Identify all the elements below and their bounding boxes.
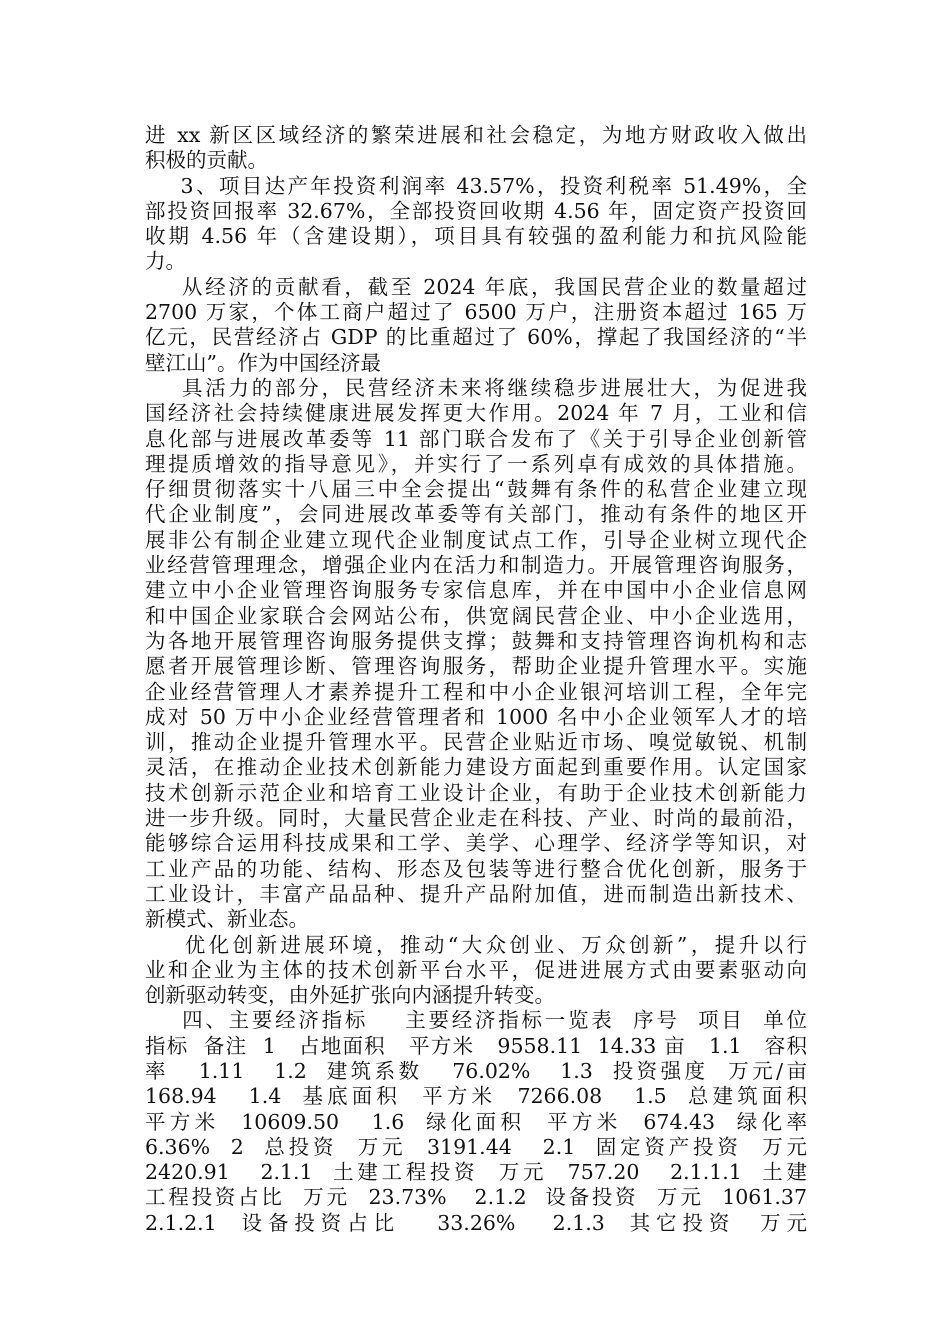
- text-line: 新模式、新业态。: [145, 907, 309, 932]
- text-line: 平方米 10609.50 1.6 绿化面积 平方米 674.43 绿化率: [145, 1109, 807, 1134]
- text-line: 国经济社会持续健康进展发挥更大作用。2024 年 7 月，工业和信: [145, 401, 807, 426]
- text-line: 工业产品的功能、结构、形态及包装等进行整合优化创新，服务于: [145, 856, 807, 881]
- text-line: 2.1.2.1 设备投资占比 33.26% 2.1.3 其它投资 万元: [145, 1210, 807, 1235]
- text-line: 愿者开展管理诊断、管理咨询服务，帮助企业提升管理水平。实施: [145, 654, 807, 679]
- text-line: 进一步升级。同时，大量民营企业走在科技、产业、时尚的最前沿，: [145, 806, 807, 831]
- text-line: 积极的贡献。: [145, 148, 268, 173]
- text-line: 6.36% 2 总投资 万元 3191.44 2.1 固定资产投资 万元: [145, 1134, 807, 1159]
- text-line: 技术创新示范企业和培育工业设计企业，有助于企业技术创新能力: [145, 780, 807, 805]
- text-line: 亿元，民营经济占 GDP 的比重超过了 60%，撑起了我国经济的“半: [145, 325, 807, 350]
- text-line: 从经济的贡献看，截至 2024 年底，我国民营企业的数量超过: [145, 274, 807, 299]
- text-line: 息化部与进展改革委等 11 部门联合发布了《关于引导企业创新管: [145, 426, 807, 451]
- text-line: 创新驱动转变，由外延扩张向内涵提升转变。: [145, 983, 555, 1008]
- text-line: 2700 万家，个体工商户超过了 6500 万户，注册资本超过 165 万: [145, 300, 807, 325]
- text-line: 工业设计，丰富产品品种、提升产品附加值，进而制造出新技术、: [145, 881, 807, 906]
- text-line: 收期 4.56 年（含建设期），项目具有较强的盈利能力和抗风险能: [145, 224, 807, 249]
- text-line: 灵活，在推动企业技术创新能力建设方面起到重要作用。认定国家: [145, 755, 807, 780]
- text-line: 壁江山”。作为中国经济最: [145, 350, 381, 375]
- text-line: 为各地开展管理咨询服务提供支撑；鼓舞和支持管理咨询机构和志: [145, 628, 807, 653]
- text-line: 企业经营管理人才素养提升工程和中小企业银河培训工程，全年完: [145, 679, 807, 704]
- text-line: 训，推动企业提升管理水平。民营企业贴近市场、嗅觉敏锐、机制: [145, 730, 807, 755]
- text-line: 进 xx 新区区域经济的繁荣进展和社会稳定，为地方财政收入做出: [145, 123, 807, 147]
- text-line: 理提质增效的指导意见》，并实行了一系列卓有成效的具体措施。: [145, 451, 807, 476]
- text-line: 业和企业为主体的技术创新平台水平，促进进展方式由要素驱动向: [145, 957, 807, 982]
- text-line: 力。: [145, 249, 186, 274]
- text-line: 仔细贯彻落实十八届三中全会提出“鼓舞有条件的私营企业建立现: [145, 477, 807, 502]
- text-line: 优化创新进展环境，推动“大众创业、万众创新”，提升以行: [145, 932, 807, 957]
- text-line: 展非公有制企业建立现代企业制度试点工作，引导企业树立现代企: [145, 527, 807, 552]
- text-line: 代企业制度”，会同进展改革委等有关部门，推动有条件的地区开: [145, 502, 807, 527]
- text-line: 工程投资占比 万元 23.73% 2.1.2 设备投资 万元 1061.37: [145, 1185, 807, 1210]
- text-line: 3、项目达产年投资利润率 43.57%，投资利税率 51.49%，全: [145, 173, 807, 198]
- text-line: 部投资回报率 32.67%，全部投资回收期 4.56 年，固定资产投资回: [145, 198, 807, 223]
- text-line: 具活力的部分，民营经济未来将继续稳步进展壮大，为促进我: [145, 375, 807, 400]
- text-line: 指标 备注 1 占地面积 平方米 9558.11 14.33 亩 1.1 容积: [145, 1033, 807, 1058]
- text-line: 能够综合运用科技成果和工学、美学、心理学、经济学等知识，对: [145, 831, 807, 856]
- text-line: 业经营管理理念，增强企业内在活力和制造力。开展管理咨询服务，: [145, 553, 807, 578]
- body-text: [145, 123, 807, 1236]
- text-line: 2420.91 2.1.1 土建工程投资 万元 757.20 2.1.1.1 土建: [145, 1160, 807, 1185]
- text-line: 建立中小企业管理咨询服务专家信息库，并在中国中小企业信息网: [145, 578, 807, 603]
- text-line: 成对 50 万中小企业经营管理者和 1000 名中小企业领军人才的培: [145, 704, 807, 729]
- text-line: 和中国企业家联合会网站公布，供宽阔民营企业、中小企业选用，: [145, 603, 807, 628]
- text-line: 四、主要经济指标 主要经济指标一览表 序号 项目 单位: [145, 1008, 807, 1033]
- text-line: 率 1.11 1.2 建筑系数 76.02% 1.3 投资强度 万元/亩: [145, 1058, 807, 1083]
- text-line: 168.94 1.4 基底面积 平方米 7266.08 1.5 总建筑面积: [145, 1084, 807, 1109]
